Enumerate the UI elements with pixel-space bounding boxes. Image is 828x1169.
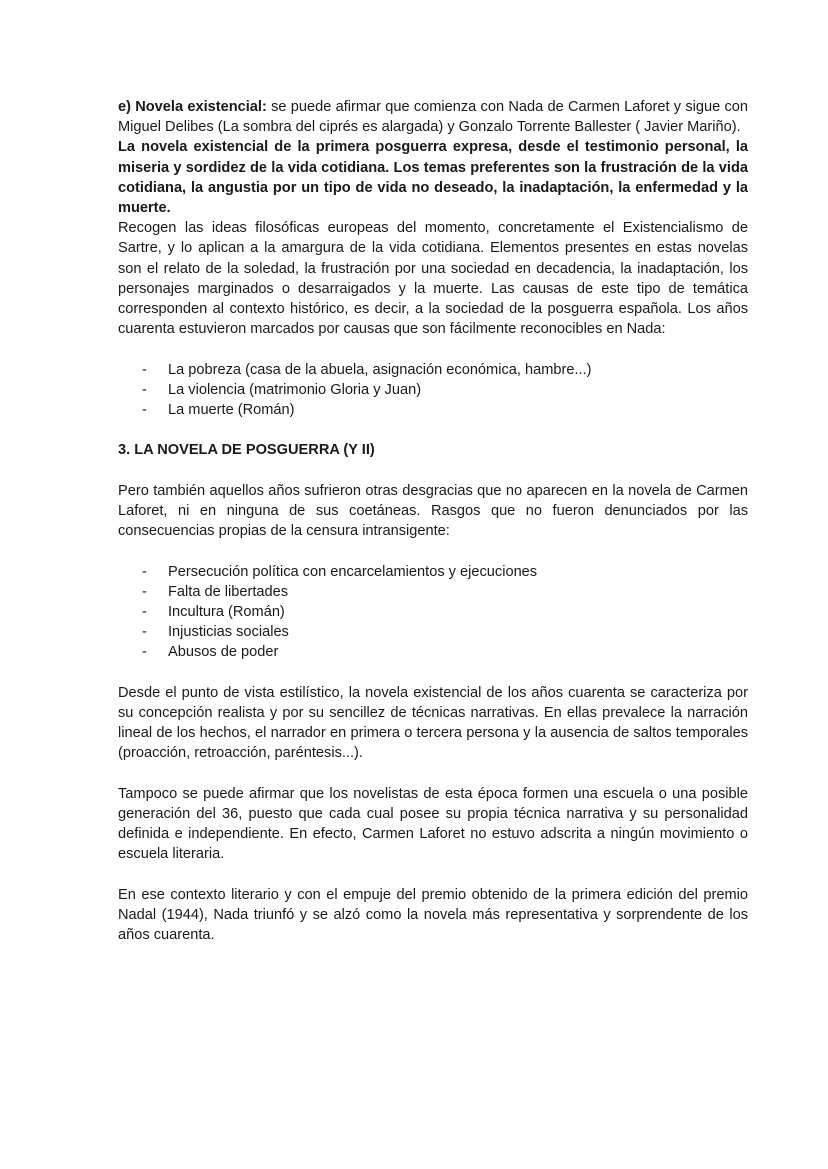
list-item: - Incultura (Román) [118, 602, 748, 622]
causes-list [118, 360, 748, 421]
section-3-paragraph-2: Desde el punto de vista estilístico, la novela existencial de los años cuarenta se caracteriza por su concepción realista y por su sencillez de técnicas narrativas. En ellas prevalece la narración lineal de los hechos, el narrador en primera o tercera persona y la ausencia de saltos temporales (proacción, retroacción, paréntesis...). [118, 684, 748, 762]
spacer [118, 420, 748, 440]
list-item: - La pobreza (casa de la abuela, asignación económica, hambre...) [118, 360, 748, 380]
list-item: - Abusos de poder [118, 642, 748, 662]
list-item: - Injusticias sociales [118, 622, 748, 642]
section-e-intro-text: se puede afirmar que comienza con Nada de Carmen Laforet y sigue con Miguel Delibes (La sombra del ciprés es alargada) y Gonzalo Torrente Ballester ( Javier Mariño). [118, 99, 748, 136]
section-3-paragraph-1: Pero también aquellos años sufrieron otras desgracias que no aparecen en la novela de Carmen Laforet, ni en ninguna de sus coetáneas. Rasgos que no fueron denunciados por las consecuencias propias de la censura intransigente: [118, 482, 748, 540]
list-marker: - [142, 624, 147, 641]
list-marker: - [142, 644, 147, 661]
section-e-paragraph: Recogen las ideas filosóficas europeas del momento, concretamente el Existencialismo de Sartre, y lo aplican a la amargura de la vida cotidiana. Elementos presentes en estas novelas son el relato de la soledad, la frustración por una sociedad en decadencia, la inadaptación, los personajes marginados o desarraigados y la muerte. Las causas de este tipo de temática corresponden al contexto histórico, es decir, a la sociedad de la posguerra española. Los años cuarenta estuvieron marcados por causas que son fácilmente reconocibles en Nada: [118, 220, 748, 338]
misfortunes-list [118, 562, 748, 663]
section-3-paragraph-4: En ese contexto literario y con el empuje del premio obtenido de la primera edición del premio Nadal (1944), Nada triunfó y se alzó como la novela más representativa y sorprendente de los años cuarenta. [118, 886, 748, 944]
list-marker: - [142, 402, 147, 419]
section-e-label: e) Novela existencial: [118, 99, 267, 115]
list-item: - Falta de libertades [118, 582, 748, 602]
section-3-paragraph-3: Tampoco se puede afirmar que los novelistas de esta época formen una escuela o una posible generación del 36, puesto que cada cual posee su propia técnica narrativa y su personalidad definida e independiente. En efecto, Carmen Laforet no estuvo adscrita a ningún movimiento o escuela literaria. [118, 785, 748, 863]
spacer [118, 541, 748, 561]
section-e-intro [118, 97, 748, 137]
list-item: - Persecución política con encarcelamientos y ejecuciones [118, 562, 748, 582]
list-item: - La muerte (Román) [118, 400, 748, 420]
spacer [118, 339, 748, 359]
list-marker: - [142, 563, 147, 580]
list-marker: - [142, 604, 147, 621]
list-item: - La violencia (matrimonio Gloria y Juan) [118, 380, 748, 400]
spacer [118, 764, 748, 784]
spacer [118, 663, 748, 683]
list-marker: - [142, 361, 147, 378]
section-e-bold-paragraph: La novela existencial de la primera posguerra expresa, desde el testimonio personal, la miseria y sordidez de la vida cotidiana. Los temas preferentes son la frustración de la vida cotidiana, la angustia por un tipo de vida no deseado, la inadaptación, la enfermedad y la muerte. [118, 139, 748, 217]
list-marker: - [142, 583, 147, 600]
section-3-heading: 3. LA NOVELA DE POSGUERRA (Y II) [118, 442, 375, 459]
spacer [118, 865, 748, 885]
page-content [118, 97, 748, 945]
spacer [118, 461, 748, 481]
list-marker: - [142, 381, 147, 398]
